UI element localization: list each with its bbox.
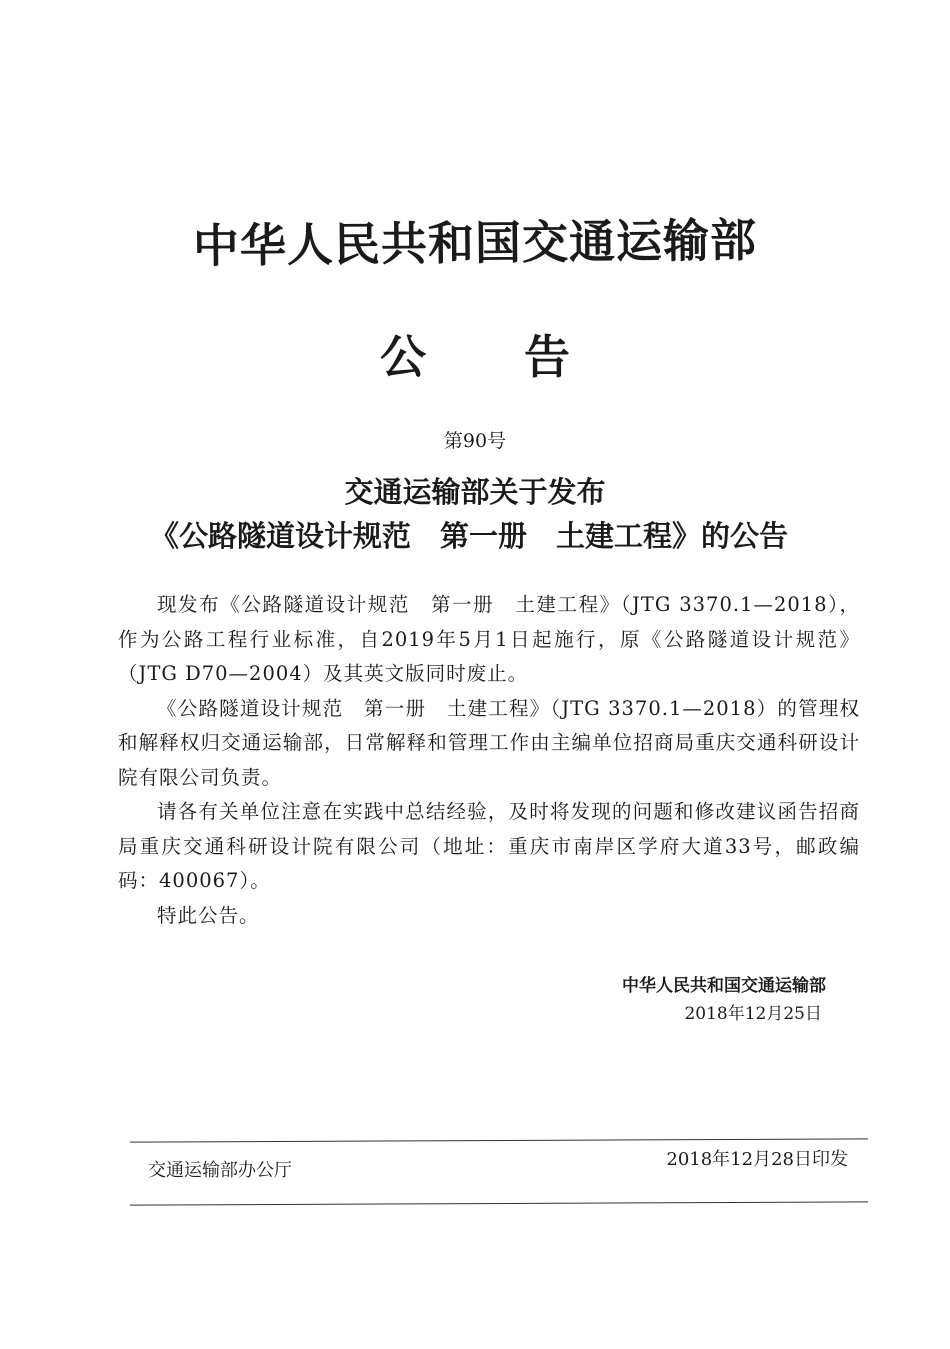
signature-date: 2018年12月25日 — [684, 1004, 822, 1024]
notice-type-title: 公告 — [380, 330, 668, 384]
body-paragraph-closing: 特此公告。 — [157, 903, 260, 927]
footer-divider-bottom — [130, 1201, 868, 1205]
notice-number: 第90号 — [443, 430, 507, 452]
footer-divider-top — [130, 1138, 868, 1142]
ministry-title: 中华人民共和国交通运输部 — [192, 213, 758, 273]
body-paragraph: 《公路隧道设计规范 第一册 土建工程》（JTG 3370.1—2018）的管理权和解释权归交通运输部，日常解释和管理工作由主编单位招商局重庆交通科研设计院有限公司负责。 — [118, 696, 860, 789]
footer-print-date: 2018年12月28日印发 — [666, 1149, 848, 1170]
footer-issuer: 交通运输部办公厅 — [148, 1160, 292, 1181]
notice-body — [118, 588, 860, 933]
body-paragraph: 请各有关单位注意在实践中总结经验，及时将发现的问题和修改建议函告招商局重庆交通科研设计院有限公司（地址：重庆市南岸区学府大道33号，邮政编码：400067）。 — [118, 800, 860, 892]
signature-organization: 中华人民共和国交通运输部 — [622, 976, 826, 996]
subject-line-1: 交通运输部关于发布 — [344, 475, 606, 509]
body-paragraph: 现发布《公路隧道设计规范 第一册 土建工程》（JTG 3370.1—2018），作为公路工程行业标准，自2019年5月1日起施行，原《公路隧道设计规范》（JTG D70—2004）及其英文版同时废止。 — [118, 593, 860, 685]
subject-line-2: 《公路隧道设计规范 第一册 土建工程》的公告 — [149, 519, 788, 553]
notice-subject — [0, 470, 950, 558]
